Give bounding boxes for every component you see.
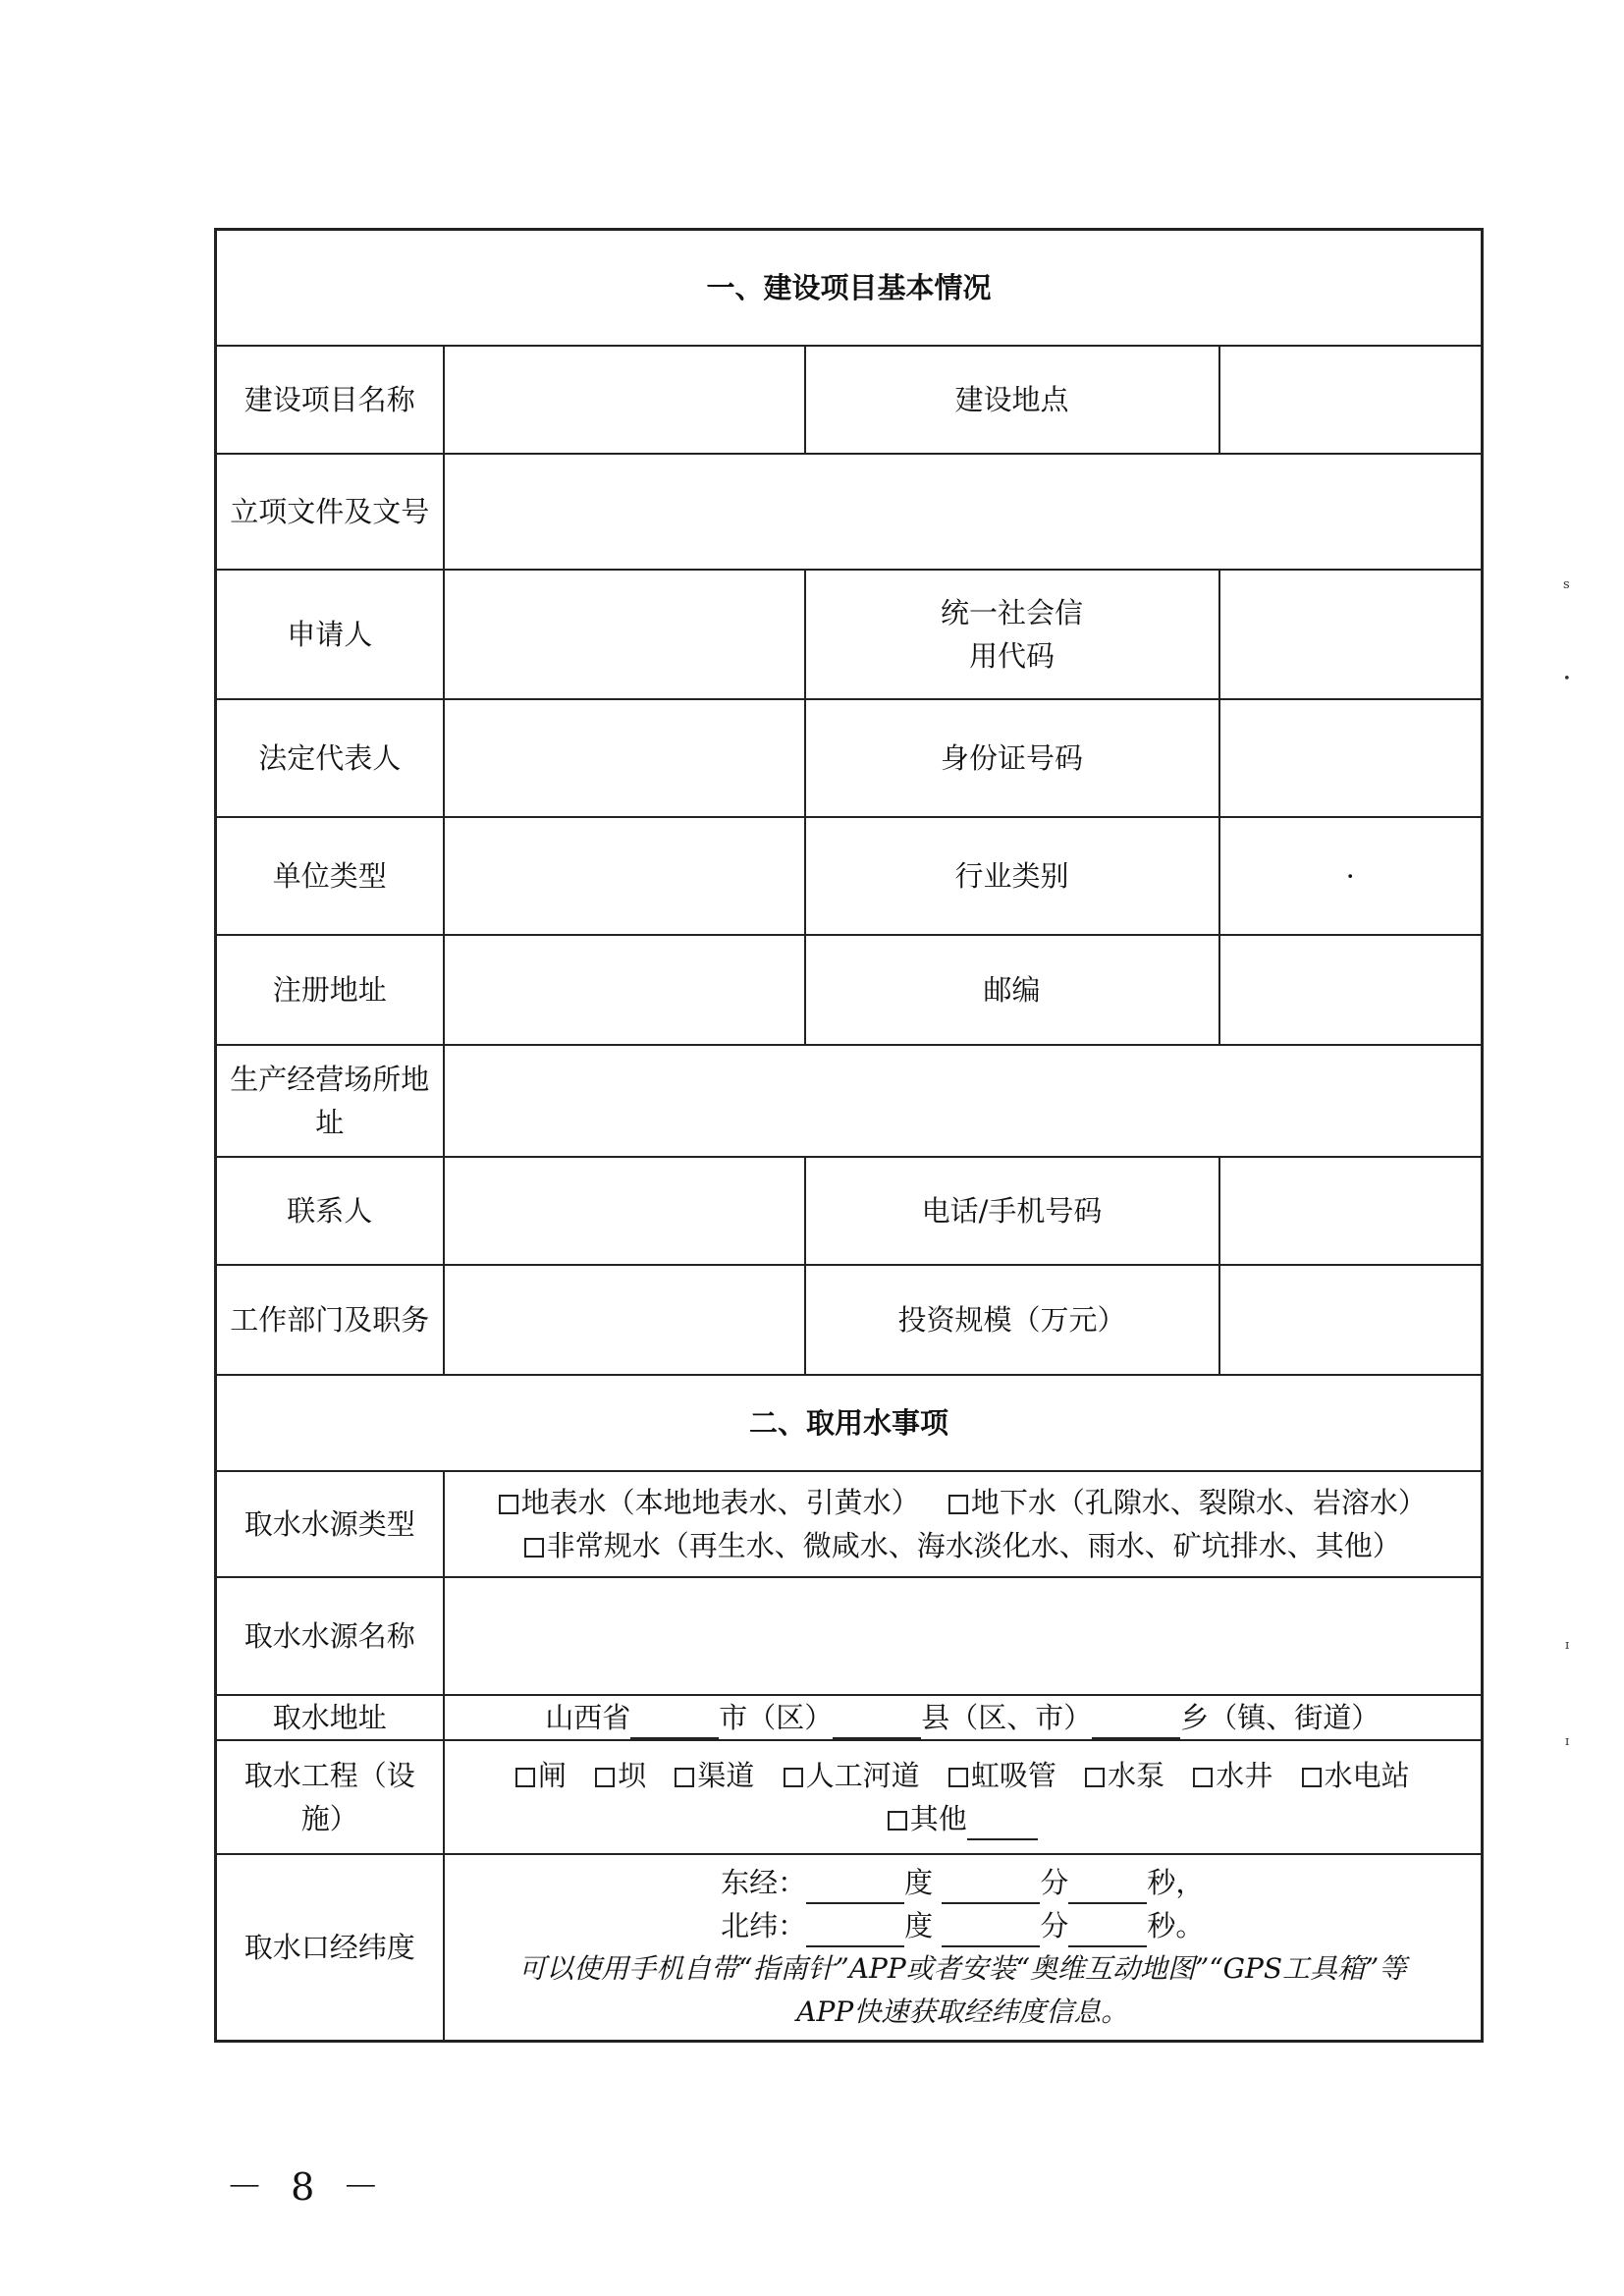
coordinates-hint-line1: 可以使用手机自带“指南针”APP或者安装“奥维互动地图”“GPS工具箱”等	[518, 1951, 1407, 1985]
checkbox-icon[interactable]	[948, 1495, 968, 1514]
label-registered-address: 注册地址	[216, 935, 444, 1045]
checkbox-icon[interactable]	[1085, 1768, 1105, 1787]
option-sluice[interactable]: 闸	[515, 1759, 567, 1792]
option-surface-water[interactable]: 地表水（本地地表水、引黄水）	[499, 1486, 920, 1519]
label-coordinates: 取水口经纬度	[216, 1854, 444, 2042]
label-business-address: 生产经营场所地址	[216, 1045, 444, 1157]
latitude-minute-blank[interactable]	[942, 1916, 1040, 1947]
field-approval-document[interactable]	[444, 454, 1483, 570]
field-legal-representative[interactable]	[444, 699, 805, 817]
label-project-name: 建设项目名称	[216, 346, 444, 454]
checkbox-icon[interactable]	[675, 1768, 694, 1787]
field-phone[interactable]	[1219, 1157, 1483, 1265]
coordinates-hint-line2: APP快速获取经纬度信息。	[796, 1995, 1129, 2028]
city-suffix: 市（区）	[719, 1700, 834, 1734]
margin-mark: ɪ	[1565, 1638, 1570, 1653]
longitude-line: 东经： 度 分 秒，	[459, 1861, 1468, 1904]
option-unconventional-water[interactable]: 非常规水（再生水、微咸水、海水淡化水、雨水、矿坑排水、其他）	[524, 1529, 1401, 1562]
facility-options	[444, 1740, 1483, 1854]
label-applicant: 申请人	[216, 570, 444, 699]
field-unit-type[interactable]	[444, 817, 805, 935]
checkbox-icon[interactable]	[948, 1768, 968, 1787]
field-postal-code[interactable]	[1219, 935, 1483, 1045]
label-investment-scale: 投资规模（万元）	[805, 1265, 1219, 1375]
option-groundwater[interactable]: 地下水（孔隙水、裂隙水、岩溶水）	[948, 1486, 1427, 1519]
label-legal-representative: 法定代表人	[216, 699, 444, 817]
field-business-address[interactable]	[444, 1045, 1483, 1157]
province-text: 山西省	[545, 1700, 631, 1734]
label-project-location: 建设地点	[805, 346, 1219, 454]
label-source-type: 取水水源类型	[216, 1471, 444, 1577]
label-facility: 取水工程（设施）	[216, 1740, 444, 1854]
latitude-second-blank[interactable]	[1068, 1916, 1147, 1947]
checkbox-icon[interactable]	[1302, 1768, 1322, 1787]
town-suffix: 乡（镇、街道）	[1180, 1700, 1380, 1734]
option-dam[interactable]: 坝	[595, 1759, 646, 1792]
margin-mark: ɪ	[1565, 1734, 1570, 1749]
margin-mark: •	[1563, 672, 1571, 686]
section-title-water-use: 二、取用水事项	[216, 1375, 1483, 1471]
label-approval-document: 立项文件及文号	[216, 454, 444, 570]
checkbox-icon[interactable]	[595, 1768, 615, 1787]
option-artificial-river[interactable]: 人工河道	[784, 1759, 920, 1792]
label-industry-category: 行业类别	[805, 817, 1219, 935]
other-blank[interactable]	[967, 1809, 1038, 1840]
field-project-name[interactable]	[444, 346, 805, 454]
longitude-minute-blank[interactable]	[942, 1873, 1040, 1904]
field-id-number[interactable]	[1219, 699, 1483, 817]
label-contact-person: 联系人	[216, 1157, 444, 1265]
label-unit-type: 单位类型	[216, 817, 444, 935]
section-title-basic-info: 一、建设项目基本情况	[216, 230, 1483, 346]
option-other[interactable]: 其他	[888, 1802, 1038, 1835]
longitude-second-blank[interactable]	[1068, 1873, 1147, 1904]
label-phone: 电话/手机号码	[805, 1157, 1219, 1265]
label-source-name: 取水水源名称	[216, 1577, 444, 1695]
checkbox-icon[interactable]	[515, 1768, 535, 1787]
source-type-options	[444, 1471, 1483, 1577]
field-industry-category[interactable]: ·	[1219, 817, 1483, 935]
coordinates-cell	[444, 1854, 1483, 2042]
field-contact-person[interactable]	[444, 1157, 805, 1265]
checkbox-icon[interactable]	[499, 1495, 518, 1514]
field-credit-code[interactable]	[1219, 570, 1483, 699]
option-hydropower[interactable]: 水电站	[1302, 1759, 1410, 1792]
checkbox-icon[interactable]	[524, 1538, 544, 1558]
county-blank[interactable]	[833, 1708, 921, 1739]
town-blank[interactable]	[1092, 1708, 1180, 1739]
option-pump[interactable]: 水泵	[1085, 1759, 1164, 1792]
field-investment-scale[interactable]	[1219, 1265, 1483, 1375]
field-project-location[interactable]	[1219, 346, 1483, 454]
checkbox-icon[interactable]	[1193, 1768, 1213, 1787]
field-registered-address[interactable]	[444, 935, 805, 1045]
field-department-position[interactable]	[444, 1265, 805, 1375]
application-form-table	[214, 228, 1484, 2043]
margin-mark: s	[1563, 577, 1570, 592]
intake-address-line	[444, 1695, 1483, 1740]
page-number: － 8 －	[226, 2165, 388, 2209]
label-intake-address: 取水地址	[216, 1695, 444, 1740]
checkbox-icon[interactable]	[888, 1811, 907, 1831]
field-applicant[interactable]	[444, 570, 805, 699]
county-suffix: 县（区、市）	[921, 1700, 1093, 1734]
label-department-position: 工作部门及职务	[216, 1265, 444, 1375]
label-id-number: 身份证号码	[805, 699, 1219, 817]
label-postal-code: 邮编	[805, 935, 1219, 1045]
checkbox-icon[interactable]	[784, 1768, 803, 1787]
city-blank[interactable]	[630, 1708, 719, 1739]
option-siphon[interactable]: 虹吸管	[948, 1759, 1056, 1792]
latitude-degree-blank[interactable]	[806, 1916, 904, 1947]
option-well[interactable]: 水井	[1193, 1759, 1272, 1792]
longitude-degree-blank[interactable]	[806, 1873, 904, 1904]
label-credit-code: 统一社会信用代码	[805, 570, 1219, 699]
latitude-line: 北纬： 度 分 秒。	[459, 1904, 1468, 1947]
field-source-name[interactable]	[444, 1577, 1483, 1695]
option-channel[interactable]: 渠道	[675, 1759, 754, 1792]
